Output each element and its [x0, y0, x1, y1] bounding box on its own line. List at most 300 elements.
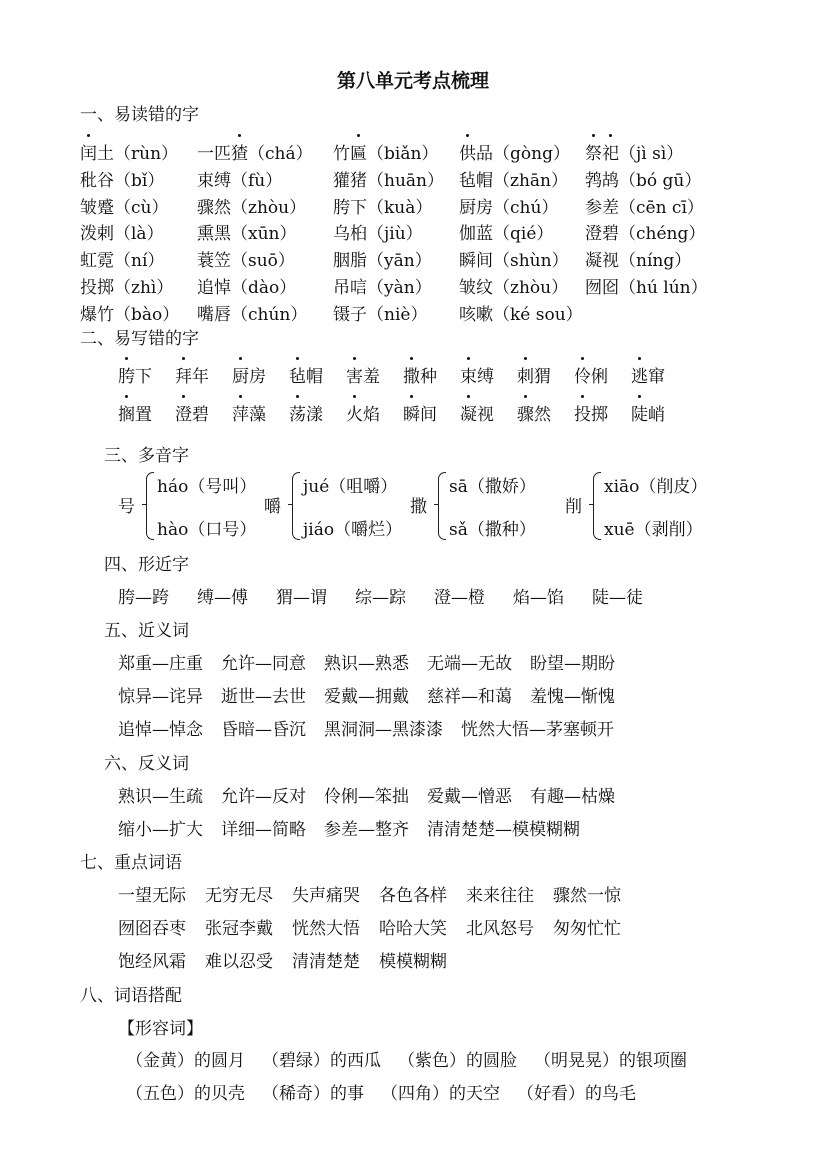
character: 土 [97, 144, 114, 164]
word-text [585, 251, 619, 271]
word-text [459, 251, 493, 271]
polyphonic-character: 嚼 [264, 497, 281, 517]
character: 毡 [459, 170, 476, 191]
reading-1: jué（咀嚼） [303, 477, 398, 497]
list-item: 胯—跨 [118, 588, 169, 608]
list-item [460, 362, 494, 387]
list-item: 允许—反对 [221, 787, 306, 807]
word-entry [197, 300, 307, 325]
word-entry [459, 219, 553, 244]
character: 胯 [118, 362, 135, 387]
character: 骤 [517, 400, 534, 425]
character: 视 [477, 405, 494, 425]
word-entry [80, 219, 164, 244]
pinyin-text: （cù） [114, 197, 169, 218]
list-item: （碧绿）的西瓜 [262, 1051, 381, 1071]
pinyin-text: （niè） [367, 304, 428, 325]
character: 火 [346, 400, 363, 425]
pinyin-text: （chú） [493, 197, 559, 218]
word-text [459, 198, 493, 218]
character: 凝 [460, 400, 477, 425]
word-text [585, 198, 619, 218]
character: 下 [135, 367, 152, 387]
list-item [403, 362, 437, 387]
list-item: 骤然一惊 [553, 886, 621, 906]
character: 匾 [350, 139, 367, 164]
character: 陡 [631, 400, 648, 425]
character: 囫 [585, 278, 602, 298]
polyphonic-character: 号 [118, 497, 135, 517]
word-text [333, 305, 367, 325]
word-entry [80, 139, 178, 164]
character: 笠 [214, 251, 231, 272]
list-item: 无端—无故 [427, 654, 512, 674]
list-item: 焰—馅 [513, 588, 564, 608]
character: 竹 [333, 144, 350, 164]
character: 鸪 [602, 170, 619, 191]
character: 供 [459, 139, 476, 164]
word-entry [585, 273, 708, 298]
character: 种 [420, 367, 437, 387]
list-item: 清清楚楚 [292, 952, 360, 972]
list-row [118, 362, 688, 387]
character: 束 [460, 362, 477, 387]
reading-1: xiāo（削皮） [604, 477, 708, 497]
word-text [585, 171, 619, 191]
pinyin-text: （suō） [231, 251, 295, 272]
pinyin-text: （biǎn） [367, 144, 439, 164]
list-item [460, 400, 494, 425]
list-row [118, 914, 640, 939]
pinyin-text: （ké sou） [493, 304, 583, 325]
list-item [289, 362, 323, 387]
reading-2: sǎ（撒种） [449, 520, 536, 540]
pinyin-text: （chá） [248, 144, 313, 164]
character: 吊 [333, 278, 350, 298]
character: 镊 [333, 304, 350, 325]
polyphonic-character: 削 [565, 497, 582, 517]
pinyin-text: （qié） [493, 224, 554, 245]
character: 视 [602, 251, 619, 272]
word-text [333, 224, 367, 244]
character: 投 [574, 400, 591, 425]
list-row [126, 1046, 704, 1071]
list-item: 昏暗—昏沉 [221, 720, 306, 740]
brace [593, 472, 601, 540]
character: 置 [135, 405, 152, 425]
list-item [403, 400, 437, 425]
character: 胭 [333, 251, 350, 272]
character: 荡 [289, 400, 306, 425]
word-text [80, 251, 114, 271]
pinyin-text: （chún） [231, 304, 308, 325]
character: 嘴 [197, 304, 214, 325]
pinyin-text: （huān） [367, 170, 444, 191]
pinyin-text: （níng） [619, 251, 692, 272]
word-entry [197, 273, 296, 298]
character: 碧 [192, 405, 209, 425]
word-entry [80, 193, 168, 218]
word-text [333, 171, 367, 191]
word-entry [585, 246, 691, 271]
list-item [232, 400, 266, 425]
character: 皱 [80, 197, 97, 218]
list-item: 详细—简略 [221, 820, 306, 840]
pinyin-text: （kuà） [367, 197, 433, 218]
character: 追 [197, 278, 214, 298]
character: 帽 [306, 367, 323, 387]
character: 黑 [214, 224, 231, 245]
character: 匹 [214, 144, 231, 164]
list-item: 允许—同意 [221, 654, 306, 674]
character: 间 [476, 251, 493, 272]
section-heading-1: 一、易读错的字 [80, 105, 199, 125]
character: 蹙 [97, 197, 114, 218]
pinyin-text: （là） [114, 224, 164, 245]
character: 下 [350, 197, 367, 218]
character: 然 [214, 197, 231, 218]
word-text [459, 224, 493, 244]
character: 焰 [363, 405, 380, 425]
character: 鹁 [585, 170, 602, 191]
pinyin-text: （chéng） [619, 224, 706, 245]
list-item: （紫色）的圆脸 [398, 1051, 517, 1071]
character: 束 [197, 170, 214, 191]
character: 毡 [289, 362, 306, 387]
word-text [197, 305, 231, 325]
character: 嗽 [476, 304, 493, 325]
pinyin-text: （yān） [367, 251, 432, 272]
pinyin-text: （hú lún） [619, 278, 708, 298]
list-item: 羞愧—惭愧 [530, 687, 615, 707]
list-item [232, 362, 266, 387]
pinyin-text: （dào） [231, 278, 297, 298]
pinyin-text: （zhān） [493, 170, 568, 191]
list-item: 失声痛哭 [292, 886, 360, 906]
character: 秕 [80, 170, 97, 191]
word-entry [333, 300, 427, 325]
character: 碧 [602, 224, 619, 245]
list-item [175, 400, 209, 425]
list-item: 无穷无尽 [205, 886, 273, 906]
character: 獾 [333, 170, 350, 191]
character: 子 [350, 304, 367, 325]
character: 瞬 [459, 251, 476, 272]
character: 窜 [648, 367, 665, 387]
word-entry [459, 246, 569, 271]
character: 投 [80, 278, 97, 298]
list-item: （明晃晃）的银项圈 [534, 1051, 687, 1071]
character: 掷 [97, 278, 114, 298]
character: 萍 [232, 400, 249, 425]
character: 搁 [118, 400, 135, 425]
character: 竹 [97, 304, 114, 325]
pinyin-text: （zhòu） [493, 278, 569, 298]
character: 参 [585, 197, 602, 218]
pinyin-text: （shùn） [493, 251, 569, 272]
list-item: 猬—谓 [276, 588, 327, 608]
character: 一 [197, 144, 214, 164]
word-text [333, 278, 367, 298]
word-entry [459, 193, 558, 218]
pinyin-text: （fù） [231, 170, 283, 191]
list-row [118, 782, 633, 807]
brace [292, 472, 300, 540]
word-text [197, 278, 231, 298]
list-item: 匆匆忙忙 [553, 919, 621, 939]
word-text [80, 305, 114, 325]
brace [438, 472, 446, 540]
list-item: 熟识—生疏 [118, 787, 203, 807]
section-heading-8: 八、词语搭配 [80, 986, 182, 1006]
adjective-subheading: 【形容词】 [118, 1019, 203, 1039]
character: 伽 [459, 224, 476, 245]
word-entry [80, 300, 179, 325]
list-item: 综—踪 [355, 588, 406, 608]
list-row [118, 815, 598, 840]
character: 桕 [350, 224, 367, 245]
list-item: 慈祥—和蔼 [427, 687, 512, 707]
word-text [197, 198, 231, 218]
word-text [459, 144, 493, 164]
character: 乌 [333, 224, 350, 245]
list-item: 饱经风霜 [118, 952, 186, 972]
list-row [126, 1079, 653, 1104]
pinyin-text: （jì sì） [619, 144, 684, 164]
word-text [80, 144, 114, 164]
word-entry [585, 166, 701, 191]
list-item: 爱戴—憎恶 [427, 787, 512, 807]
character: 蓝 [476, 224, 493, 245]
character: 间 [420, 405, 437, 425]
list-item: 澄—橙 [434, 588, 485, 608]
word-text [80, 198, 114, 218]
list-item [631, 400, 665, 425]
list-item: （四角）的天空 [381, 1084, 500, 1104]
pinyin-text: （xūn） [231, 224, 297, 245]
character: 帽 [476, 170, 493, 191]
word-entry [80, 166, 164, 191]
character: 品 [476, 144, 493, 164]
word-text [197, 224, 231, 244]
section-heading-5: 五、近义词 [104, 621, 189, 641]
character: 熏 [197, 224, 214, 245]
list-item [574, 400, 608, 425]
word-entry [459, 166, 568, 191]
character: 祀 [602, 139, 619, 164]
pinyin-text: （zhòu） [231, 197, 307, 218]
list-row [118, 583, 671, 608]
pinyin-text: （bó gū） [619, 170, 702, 191]
list-item: 北风怒号 [466, 919, 534, 939]
word-entry [197, 139, 313, 164]
section-heading-4: 四、形近字 [104, 555, 189, 575]
list-row [118, 881, 640, 906]
list-item: （金黄）的圆月 [126, 1051, 245, 1071]
list-row [118, 649, 633, 674]
list-item [346, 362, 380, 387]
character: 差 [602, 197, 619, 218]
section-heading-2: 二、易写错的字 [80, 329, 199, 349]
section-heading-7: 七、重点词语 [80, 853, 182, 873]
list-item [289, 400, 323, 425]
list-item: 参差—整齐 [324, 820, 409, 840]
character: 咳 [459, 304, 476, 325]
word-entry [197, 193, 306, 218]
word-entry [459, 273, 568, 298]
word-text [459, 171, 493, 191]
list-item: 恍然大悟—茅塞顿开 [461, 720, 614, 740]
word-entry [585, 139, 683, 164]
character: 剌 [97, 224, 114, 245]
character: 掷 [591, 405, 608, 425]
list-item: 有趣—枯燥 [530, 787, 615, 807]
character: 澄 [175, 400, 192, 425]
character: 闰 [80, 139, 97, 164]
character: 凝 [585, 251, 602, 272]
character: 年 [192, 367, 209, 387]
character: 祭 [585, 139, 602, 164]
word-entry [197, 246, 295, 271]
character: 漾 [306, 405, 323, 425]
list-item: 缚—傅 [197, 588, 248, 608]
word-entry [333, 219, 423, 244]
list-item [118, 362, 152, 387]
list-item: 各色各样 [379, 886, 447, 906]
character: 逃 [631, 362, 648, 387]
word-text [333, 198, 367, 218]
list-item [517, 362, 551, 387]
character: 俐 [591, 367, 608, 387]
character: 害 [346, 362, 363, 387]
character: 厨 [232, 362, 249, 387]
list-item [175, 362, 209, 387]
list-item: 伶俐—笨拙 [324, 787, 409, 807]
character: 霓 [97, 251, 114, 272]
word-entry [333, 139, 438, 164]
list-item: （好看）的鸟毛 [517, 1084, 636, 1104]
character: 爆 [80, 304, 97, 325]
word-text [459, 278, 493, 298]
character: 猬 [534, 367, 551, 387]
word-entry [80, 246, 164, 271]
page-title: 第八单元考点梳理 [336, 70, 489, 92]
list-item: 难以忍受 [205, 952, 273, 972]
section-heading-3: 三、多音字 [104, 446, 189, 466]
character: 蓑 [197, 251, 214, 272]
word-entry [585, 219, 705, 244]
character: 刺 [517, 362, 534, 387]
reading-2: xuē（剥削） [604, 520, 703, 540]
word-entry [585, 193, 704, 218]
list-item [574, 362, 608, 387]
character: 纹 [476, 278, 493, 298]
character: 伶 [574, 362, 591, 387]
word-text [459, 305, 493, 325]
list-item: 熟识—熟悉 [324, 654, 409, 674]
character: 然 [534, 405, 551, 425]
list-item: 盼望—期盼 [530, 654, 615, 674]
character: 厨 [459, 197, 476, 218]
list-item: 张冠李戴 [205, 919, 273, 939]
polyphonic-character: 撒 [410, 497, 427, 517]
character: 缚 [214, 170, 231, 191]
word-text [80, 278, 114, 298]
list-row [118, 715, 632, 740]
pinyin-text: （rùn） [114, 144, 179, 164]
section-heading-6: 六、反义词 [104, 754, 189, 774]
word-text [333, 144, 367, 164]
character: 峭 [648, 405, 665, 425]
pinyin-text: （ní） [114, 251, 165, 272]
character: 唇 [214, 304, 231, 325]
pinyin-text: （bǐ） [114, 170, 165, 191]
list-row [118, 400, 688, 425]
character: 撒 [403, 362, 420, 387]
character: 羞 [363, 367, 380, 387]
word-entry [459, 139, 570, 164]
reading-1: háo（号叫） [157, 477, 257, 497]
pinyin-text: （gòng） [493, 144, 570, 164]
list-row [118, 682, 633, 707]
character: 藻 [249, 405, 266, 425]
list-item: 追悼—悼念 [118, 720, 203, 740]
word-text [585, 278, 619, 298]
pinyin-text: （yàn） [367, 278, 432, 298]
word-entry [80, 273, 173, 298]
list-item: 缩小—扩大 [118, 820, 203, 840]
pinyin-text: （zhì） [114, 278, 174, 298]
word-text [197, 144, 248, 164]
list-item: 黑洞洞—黑漆漆 [324, 720, 443, 740]
character: 皱 [459, 278, 476, 298]
list-item [118, 400, 152, 425]
list-item: 逝世—去世 [221, 687, 306, 707]
word-text [80, 171, 114, 191]
brace [146, 472, 154, 540]
list-item: 郑重—庄重 [118, 654, 203, 674]
character: 猪 [350, 170, 367, 191]
word-entry [333, 246, 432, 271]
character: 虹 [80, 251, 97, 272]
character: 胯 [333, 197, 350, 218]
word-text [585, 144, 619, 164]
list-item: 清清楚楚—模模糊糊 [427, 820, 580, 840]
word-text [197, 251, 231, 271]
word-text [585, 224, 619, 244]
word-text [197, 171, 231, 191]
list-item: 模模糊糊 [379, 952, 447, 972]
word-entry [197, 219, 297, 244]
character: 瞬 [403, 400, 420, 425]
word-text [80, 224, 114, 244]
character: 房 [249, 367, 266, 387]
character: 唁 [350, 278, 367, 298]
character: 拜 [175, 362, 192, 387]
word-entry [333, 273, 432, 298]
list-item: 恍然大悟 [292, 919, 360, 939]
word-entry [459, 300, 583, 325]
list-item: 爱戴—拥戴 [324, 687, 409, 707]
list-item: 陡—徒 [592, 588, 643, 608]
character: 骤 [197, 197, 214, 218]
character: 囵 [602, 278, 619, 298]
list-item [517, 400, 551, 425]
character: 脂 [350, 251, 367, 272]
list-item: 囫囵吞枣 [118, 919, 186, 939]
word-text [333, 251, 367, 271]
pinyin-text: （bào） [114, 304, 180, 325]
